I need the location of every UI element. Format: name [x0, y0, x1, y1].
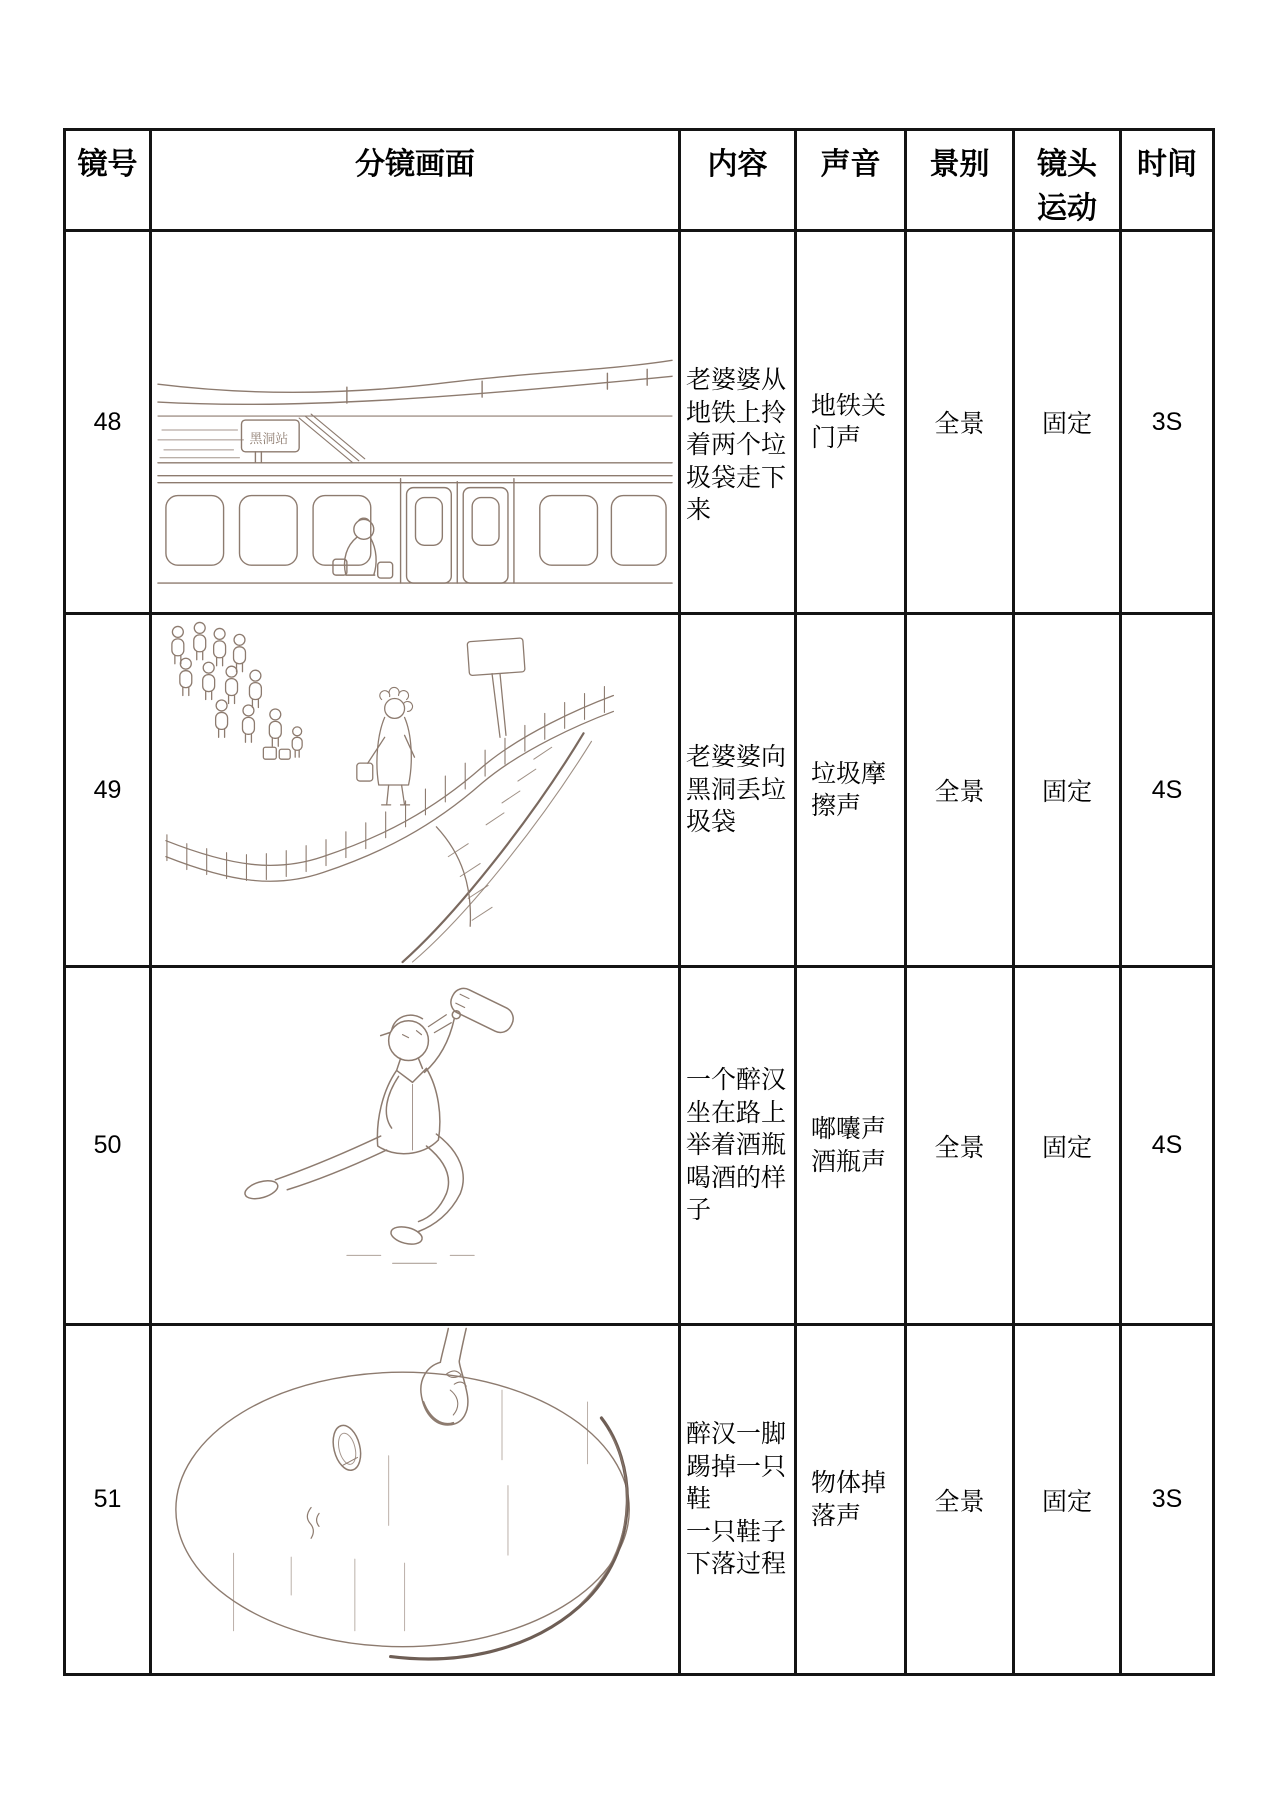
col-header-frame: [152, 131, 681, 232]
shot-49-camera-move: [1015, 615, 1122, 968]
hole-edge-bridge-sketch: [403, 733, 592, 962]
shot-50-content: [681, 968, 797, 1326]
subway-train-sketch: [158, 476, 672, 583]
shot-51-camera-move: [1015, 1326, 1122, 1673]
station-sign-text: 黑洞站: [249, 430, 289, 446]
col-header-sound: [797, 131, 907, 232]
shot-49-sound: [797, 615, 907, 968]
col-header-duration: [1122, 131, 1212, 232]
signpost-sketch: [467, 638, 525, 737]
falling-shoe-sketch: [307, 1422, 365, 1538]
shot-51-shot-size: [907, 1326, 1015, 1673]
shot-49-duration-label: 4S: [1151, 775, 1183, 804]
col-header-content: [681, 131, 797, 232]
shot-49-sound-text: 垃圾摩擦声: [811, 759, 887, 820]
col-header-shot-no: [66, 131, 152, 232]
shot-48-shot-size-label: 全景: [934, 410, 985, 438]
shot-49-camera-move-label: 固定: [1041, 778, 1092, 806]
shot-48-number: [66, 232, 152, 615]
shot-50-duration: [1122, 968, 1212, 1326]
col-header-sound-label: 声音: [820, 148, 881, 181]
shot-48-sound: [797, 232, 907, 615]
shot-50-frame: [152, 968, 681, 1326]
shot-48-duration: [1122, 232, 1212, 615]
shot-51-duration-label: 3S: [1151, 1485, 1183, 1513]
shot-48-duration-label: 3S: [1151, 407, 1183, 436]
col-header-shot-size: [907, 131, 1015, 232]
shot-48-shot-size: [907, 232, 1015, 615]
shot-51-number: [66, 1326, 152, 1673]
shot-50-camera-move: [1015, 968, 1122, 1326]
col-header-content-label: 内容: [707, 148, 768, 181]
shot-51-number-label: 51: [93, 1485, 122, 1513]
shot-49-number-label: 49: [93, 775, 122, 804]
shot-50-sound-text-1: 嘟囔声: [811, 1115, 887, 1143]
shot-51-sound-text: 物体掉落声: [811, 1469, 887, 1530]
storyboard-sketch-shot-50: [152, 968, 678, 1323]
shot-49-content: [681, 615, 797, 968]
drunk-man-sketch: [243, 1011, 474, 1264]
shot-50-shot-size: [907, 968, 1015, 1326]
shot-48-number-label: 48: [93, 407, 122, 436]
station-sign: [241, 414, 364, 463]
shot-48-camera-move: [1015, 232, 1122, 615]
fence-sketch: [166, 687, 613, 882]
old-woman-crouching-sketch: [333, 518, 393, 578]
old-woman-walking-sketch: [357, 687, 415, 805]
storyboard-sketch-shot-51: [152, 1326, 678, 1673]
shot-51-duration: [1122, 1326, 1212, 1673]
shot-50-number: [66, 968, 152, 1326]
col-header-camera-move-label: 镜头运动: [1037, 148, 1097, 225]
shot-49-content-text: 老婆婆向黑洞丢垃圾袋: [686, 743, 787, 837]
shot-48-content: [681, 232, 797, 615]
col-header-frame-label: 分镜画面: [355, 148, 475, 181]
shot-50-duration-label: 4S: [1151, 1131, 1183, 1159]
shot-50-number-label: 50: [93, 1131, 122, 1159]
shot-49-shot-size: [907, 615, 1015, 968]
shot-50-sound: [797, 968, 907, 1326]
shot-51-shot-size-label: 全景: [934, 1487, 985, 1516]
shot-48-sound-text: 地铁关门声: [811, 391, 887, 452]
shot-51-camera-move-label: 固定: [1041, 1487, 1092, 1516]
shot-51-content: [681, 1326, 797, 1673]
bottle-sketch: [428, 984, 517, 1036]
shot-50-camera-move-label: 固定: [1041, 1133, 1092, 1162]
shot-51-content-text-1: 醉汉一脚踢掉一只鞋: [686, 1420, 787, 1514]
storyboard-table: [63, 128, 1215, 1676]
shot-50-content-text: 一个醉汉坐在路上举着酒瓶喝酒的样子: [686, 1066, 787, 1225]
crowd-queue-sketch: [172, 622, 302, 759]
motion-lines-sketch: [234, 1390, 588, 1631]
col-header-camera-move: [1015, 131, 1122, 232]
col-header-shot-size-label: 景别: [929, 148, 990, 181]
storyboard-sketch-shot-48: [152, 232, 678, 612]
shot-48-camera-move-label: 固定: [1041, 410, 1092, 438]
shot-48-frame: [152, 232, 681, 615]
col-header-duration-label: 时间: [1137, 148, 1197, 181]
shot-49-number: [66, 615, 152, 968]
col-header-shot-no-label: 镜号: [77, 148, 138, 181]
shot-50-shot-size-label: 全景: [934, 1133, 985, 1162]
shot-50-sound-text-2: 酒瓶声: [811, 1147, 887, 1176]
shot-49-frame: [152, 615, 681, 968]
shot-51-content-text-2: 一只鞋子下落过程: [686, 1517, 787, 1579]
storyboard-sketch-shot-49: [152, 615, 678, 965]
shot-51-frame: [152, 1326, 681, 1673]
overhead-wires-sketch: [158, 360, 672, 404]
shot-51-sound: [797, 1326, 907, 1673]
shot-49-shot-size-label: 全景: [934, 778, 985, 806]
shot-48-content-text: 老婆婆从地铁上拎着两个垃圾袋走下来: [686, 366, 787, 524]
hole-rim-sketch: [176, 1372, 629, 1659]
shot-49-duration: [1122, 615, 1212, 968]
